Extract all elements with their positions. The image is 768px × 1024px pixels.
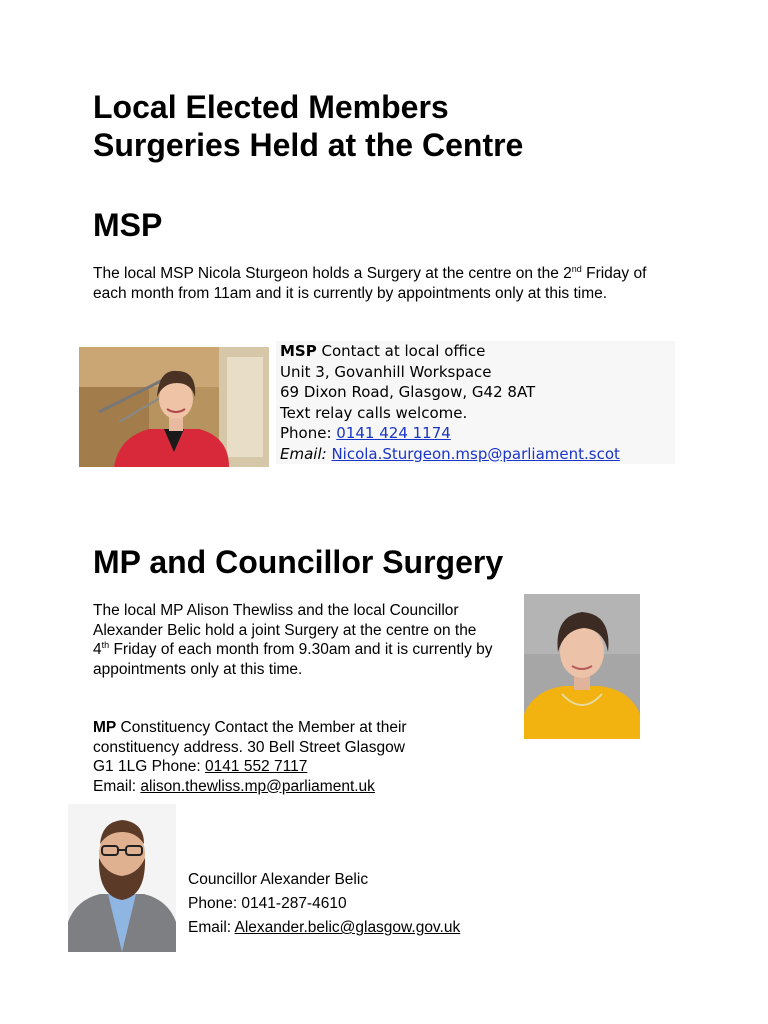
mp-intro xyxy=(93,601,493,679)
councillor-phone: Phone: 0141-287-4610 xyxy=(188,895,347,912)
mp-contact-text-1: Constituency Contact the Member at their xyxy=(116,719,407,736)
msp-email-row xyxy=(276,444,675,465)
msp-intro xyxy=(93,264,683,303)
councillor-name: Councillor Alexander Belic xyxy=(188,871,369,888)
msp-relay-note: Text relay calls welcome. xyxy=(280,403,468,422)
msp-intro-text: The local MSP Nicola Sturgeon holds a Surgery at the centre on the 2 xyxy=(93,265,572,282)
councillor-email-label: Email: xyxy=(188,919,235,936)
msp-intro-text-2: Friday of each month from 11am and it is currently by appointments only at this time. xyxy=(93,265,647,302)
msp-address-line-1: Unit 3, Govanhill Workspace xyxy=(280,362,492,381)
msp-address-line-2: 69 Dixon Road, Glasgow, G42 8AT xyxy=(280,383,536,401)
mp-phone-link[interactable]: 0141 552 7117 xyxy=(205,758,308,775)
councillor-email-link[interactable]: Alexander.belic@glasgow.gov.uk xyxy=(234,919,461,936)
mp-contact-block xyxy=(93,718,493,796)
councillor-contact-block xyxy=(188,868,548,940)
mp-email-label: Email: xyxy=(93,777,141,795)
title-line-1: Local Elected Members xyxy=(93,89,449,125)
msp-email-link[interactable]: Nicola.Sturgeon.msp@parliament.scot xyxy=(331,444,620,463)
msp-heading: MSP xyxy=(93,207,163,243)
msp-email-label: Email: xyxy=(280,444,327,463)
mp-councillor-heading: MP and Councillor Surgery xyxy=(93,544,504,580)
mp-intro-text: The local MP Alison Thewliss and the local Councillor Alexander Belic hold a joint Surgery at the centre on the 4 xyxy=(93,602,477,658)
mp-email-link[interactable]: alison.thewliss.mp@parliament.uk xyxy=(140,777,375,795)
mp-contact-bold: MP xyxy=(93,719,117,736)
msp-phone-label: Phone: xyxy=(280,424,337,442)
msp-photo xyxy=(79,347,269,467)
mp-intro-sup: th xyxy=(101,640,110,650)
councillor-photo xyxy=(68,804,176,952)
msp-phone-row xyxy=(276,423,675,444)
mp-contact-text-2: constituency address. 30 Bell Street Glasgow xyxy=(93,738,405,756)
mp-contact-text-3: G1 1LG Phone: xyxy=(93,758,206,775)
mp-intro-text-2: Friday of each month from 9.30am and it is currently by appointments only at this time. xyxy=(93,641,493,678)
msp-contact-label-rest: Contact at local office xyxy=(316,342,486,360)
msp-contact-bold: MSP xyxy=(280,342,317,360)
page-title xyxy=(93,88,713,164)
msp-contact-box xyxy=(276,341,675,464)
msp-contact-label xyxy=(276,341,675,362)
msp-phone-link[interactable]: 0141 424 1174 xyxy=(336,424,451,442)
title-line-2: Surgeries Held at the Centre xyxy=(93,127,524,163)
mp-photo xyxy=(524,594,640,739)
msp-intro-sup: nd xyxy=(571,264,582,274)
